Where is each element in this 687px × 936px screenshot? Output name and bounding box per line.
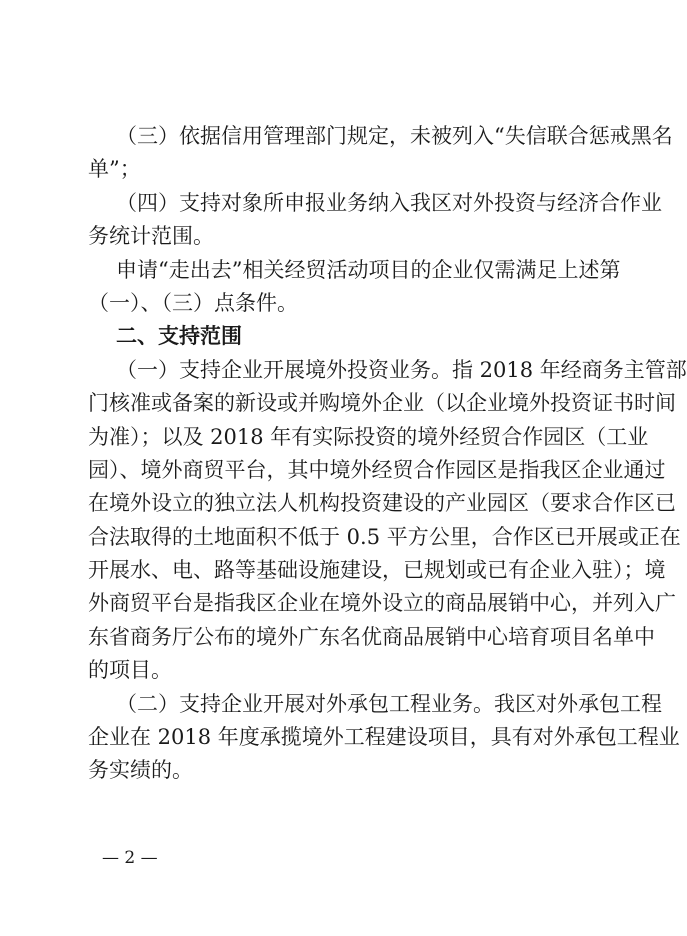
text-line: （二）支持企业开展对外承包工程业务。我区对外承包工程 [116,691,662,716]
section-heading [88,320,573,353]
text-line: 外商贸平台是指我区企业在境外设立的商品展销中心，并列入广 [88,591,676,616]
text-line: 门核准或备案的新设或并购境外企业（以企业境外投资证书时间 [88,391,676,416]
text-line: 申请“走出去”相关经贸活动项目的企业仅需满足上述第 [116,257,621,282]
paragraph [88,120,673,187]
text-line: （四）支持对象所申报业务纳入我区对外投资与经济合作业 [116,190,662,215]
paragraph [88,254,621,321]
text-line: 务统计范围。 [88,224,214,249]
text-line: 的项目。 [88,658,172,683]
text-line: 开展水、电、路等基础设施建设，已规划或已有企业入驻）；境 [88,558,666,583]
text-line: 合法取得的土地面积不低于 0.5 平方公里，合作区已开展或正在 [88,524,681,549]
text-line: 东省商务厅公布的境外广东名优商品展销中心培育项目名单中 [88,624,655,649]
document-body [88,120,687,788]
text-line: 单”； [88,157,141,182]
paragraph [88,187,662,254]
text-line: 园）、境外商贸平台，其中境外经贸合作园区是指我区企业通过 [88,457,666,482]
text-line: 企业在 2018 年度承揽境外工程建设项目，具有对外承包工程业 [88,725,680,750]
text-line: 二、支持范围 [116,324,242,349]
text-line: （三）依据信用管理部门规定，未被列入“失信联合惩戒黑名 [116,124,673,148]
paragraph [88,354,687,688]
paragraph [88,688,680,788]
text-line: 在境外设立的独立法人机构投资建设的产业园区（要求合作区已 [88,491,676,516]
text-line: （一）支持企业开展境外投资业务。指 2018 年经商务主管部 [116,357,687,382]
text-line: （一）、（三）点条件。 [88,290,298,315]
page-number: — 2 — [102,848,158,868]
text-line: 务实绩的。 [88,758,193,783]
text-line: 为准）；以及 2018 年有实际投资的境外经贸合作园区（工业 [88,424,649,449]
